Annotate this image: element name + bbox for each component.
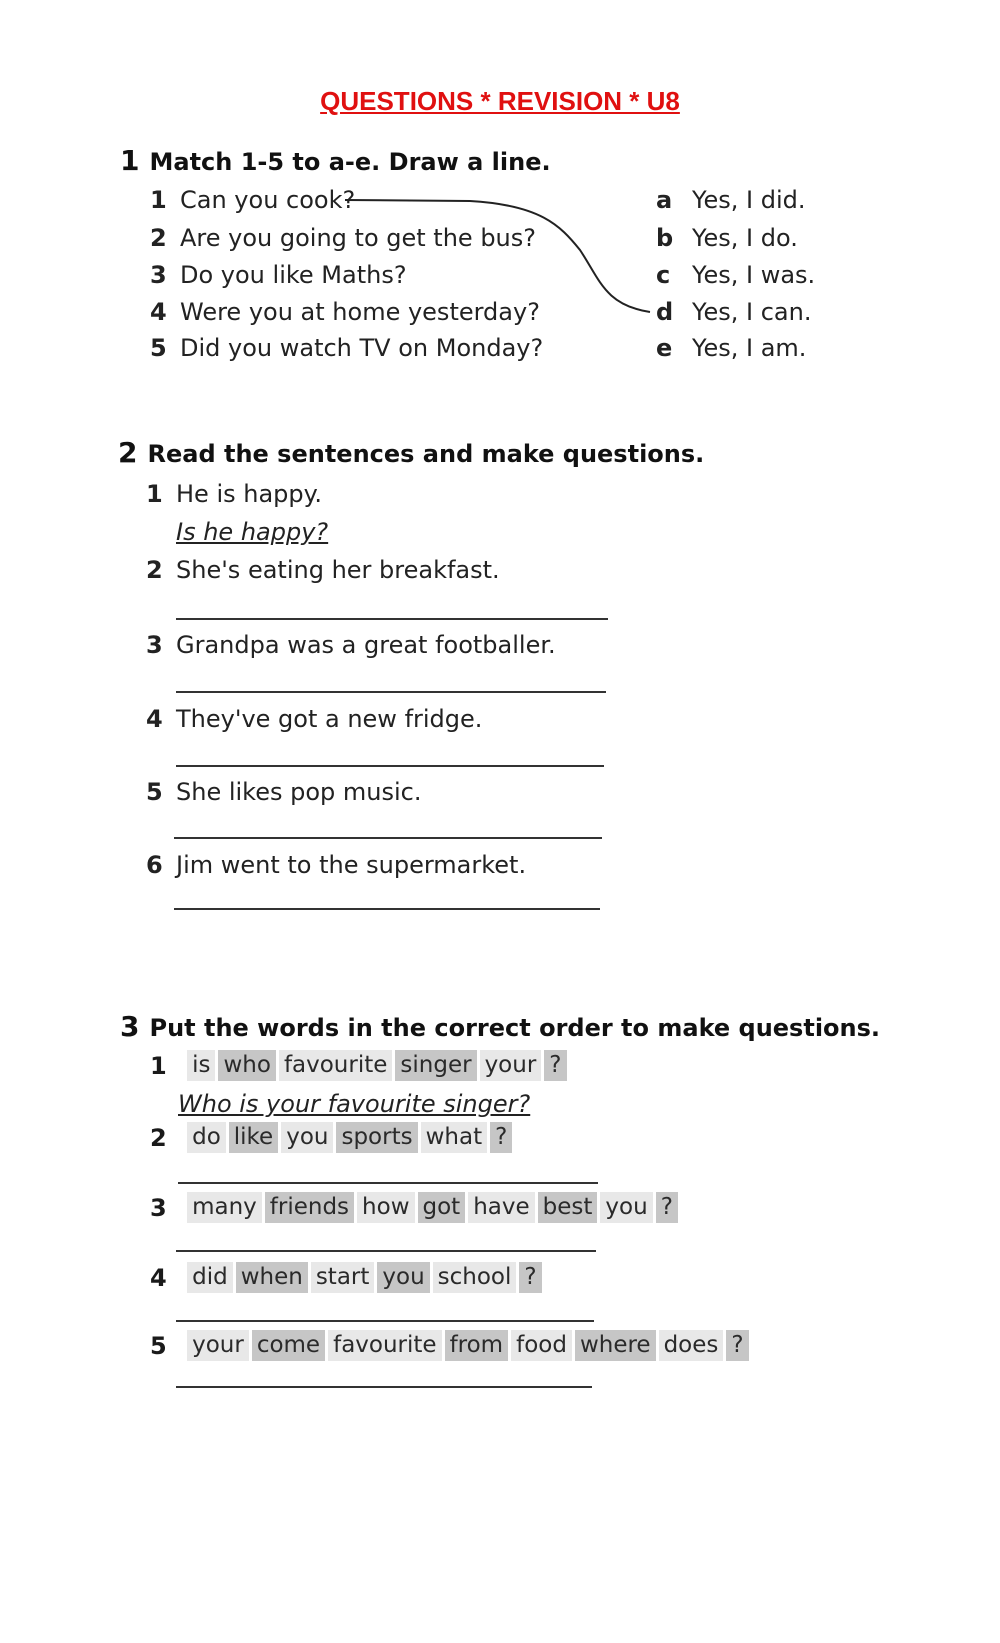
- item-number: 3: [150, 1193, 167, 1222]
- word-chip[interactable]: did: [187, 1262, 233, 1293]
- sentence-item: [146, 851, 526, 879]
- answer-line[interactable]: [178, 1182, 598, 1184]
- word-chip[interactable]: ?: [656, 1192, 678, 1223]
- word-chip[interactable]: like: [229, 1122, 278, 1153]
- word-chip[interactable]: best: [538, 1192, 598, 1223]
- item-number: 5: [150, 334, 167, 362]
- example-answer: Who is your favourite singer?: [178, 1090, 531, 1118]
- answer-letter: e: [656, 334, 673, 362]
- section-number: 1: [120, 144, 140, 177]
- question-text: Did you watch TV on Monday?: [180, 334, 544, 362]
- word-chip[interactable]: come: [252, 1330, 325, 1361]
- question-text: Were you at home yesterday?: [180, 298, 540, 326]
- section-instruction: Match 1-5 to a-e. Draw a line.: [149, 148, 551, 176]
- word-chip[interactable]: you: [377, 1262, 429, 1293]
- sentence-item: [146, 631, 556, 659]
- sentence-item: [146, 705, 482, 733]
- answer-text: Yes, I did.: [692, 186, 806, 214]
- question-text: Are you going to get the bus?: [180, 224, 537, 252]
- word-chip[interactable]: sports: [336, 1122, 417, 1153]
- word-chip[interactable]: favourite: [328, 1330, 441, 1361]
- sentence-text: She's eating her breakfast.: [176, 556, 500, 584]
- section-number: 3: [120, 1010, 140, 1043]
- item-number: 5: [150, 1331, 167, 1360]
- word-chip[interactable]: where: [575, 1330, 656, 1361]
- item-number: 2: [150, 224, 167, 252]
- word-chip[interactable]: got: [418, 1192, 466, 1223]
- word-chip[interactable]: your: [187, 1330, 249, 1361]
- word-chip[interactable]: school: [433, 1262, 517, 1293]
- answer-text: Yes, I do.: [692, 224, 798, 252]
- word-chip[interactable]: when: [236, 1262, 308, 1293]
- word-chip[interactable]: who: [218, 1050, 275, 1081]
- item-number: 6: [146, 851, 163, 879]
- example-match-line: [0, 0, 1000, 400]
- word-chip[interactable]: does: [659, 1330, 724, 1361]
- item-number: 4: [146, 705, 163, 733]
- item-number: 3: [146, 631, 163, 659]
- section-number: 2: [118, 436, 138, 469]
- word-chip[interactable]: you: [281, 1122, 333, 1153]
- word-chip[interactable]: how: [357, 1192, 414, 1223]
- word-chip[interactable]: you: [600, 1192, 652, 1223]
- item-number: 5: [146, 778, 163, 806]
- answer-letter: a: [656, 186, 673, 214]
- answer-line[interactable]: [174, 837, 602, 839]
- word-chip[interactable]: have: [468, 1192, 534, 1223]
- scrambled-question: [150, 1330, 752, 1361]
- section-2-heading: [118, 436, 704, 469]
- sentence-text: Jim went to the supermarket.: [176, 851, 527, 879]
- sentence-text: She likes pop music.: [176, 778, 422, 806]
- word-chip[interactable]: food: [511, 1330, 572, 1361]
- word-chip[interactable]: singer: [395, 1050, 476, 1081]
- answer-text: Yes, I was.: [692, 261, 816, 289]
- word-chip[interactable]: start: [311, 1262, 375, 1293]
- answer-letter: c: [656, 261, 671, 289]
- word-chip[interactable]: ?: [490, 1122, 512, 1153]
- word-chip[interactable]: friends: [265, 1192, 354, 1223]
- item-number: 4: [150, 298, 167, 326]
- word-chip[interactable]: your: [480, 1050, 542, 1081]
- scrambled-question: [150, 1192, 681, 1223]
- answer-letter: b: [656, 224, 674, 252]
- word-chip[interactable]: from: [445, 1330, 509, 1361]
- sentence-text: Grandpa was a great footballer.: [176, 631, 556, 659]
- answer-line[interactable]: [176, 691, 606, 693]
- word-chip[interactable]: what: [421, 1122, 488, 1153]
- section-instruction: Read the sentences and make questions.: [147, 440, 705, 468]
- answer-line[interactable]: [176, 1250, 596, 1252]
- item-number: 3: [150, 261, 167, 289]
- answer-text: Yes, I can.: [692, 298, 812, 326]
- section-instruction: Put the words in the correct order to make questions.: [149, 1014, 881, 1042]
- sentence-item: [146, 480, 322, 508]
- scrambled-question: [150, 1050, 570, 1081]
- item-number: 2: [146, 556, 163, 584]
- sentence-text: He is happy.: [176, 480, 323, 508]
- word-chip[interactable]: many: [187, 1192, 262, 1223]
- page-title: QUESTIONS * REVISION * U8: [320, 86, 680, 116]
- question-text: Can you cook?: [180, 186, 356, 214]
- word-chip[interactable]: ?: [519, 1262, 541, 1293]
- item-number: 2: [150, 1123, 167, 1152]
- item-number: 1: [146, 480, 163, 508]
- question-text: Do you like Maths?: [180, 261, 407, 289]
- word-chip[interactable]: do: [187, 1122, 226, 1153]
- example-answer: Is he happy?: [176, 518, 329, 546]
- sentence-item: [146, 778, 421, 806]
- word-chip[interactable]: is: [187, 1050, 215, 1081]
- sentence-item: [146, 556, 500, 584]
- scrambled-question: [150, 1262, 545, 1293]
- item-number: 4: [150, 1263, 167, 1292]
- word-chip[interactable]: ?: [726, 1330, 748, 1361]
- item-number: 1: [150, 186, 167, 214]
- sentence-text: They've got a new fridge.: [176, 705, 483, 733]
- answer-line[interactable]: [176, 765, 604, 767]
- section-3-heading: [120, 1010, 880, 1043]
- answer-letter: d: [656, 298, 674, 326]
- answer-line[interactable]: [174, 908, 600, 910]
- word-chip[interactable]: ?: [544, 1050, 566, 1081]
- answer-text: Yes, I am.: [692, 334, 807, 362]
- answer-line[interactable]: [176, 618, 608, 620]
- scrambled-question: [150, 1122, 515, 1153]
- answer-line[interactable]: [176, 1386, 592, 1388]
- answer-line[interactable]: [176, 1320, 594, 1322]
- item-number: 1: [150, 1051, 167, 1080]
- word-chip[interactable]: favourite: [279, 1050, 392, 1081]
